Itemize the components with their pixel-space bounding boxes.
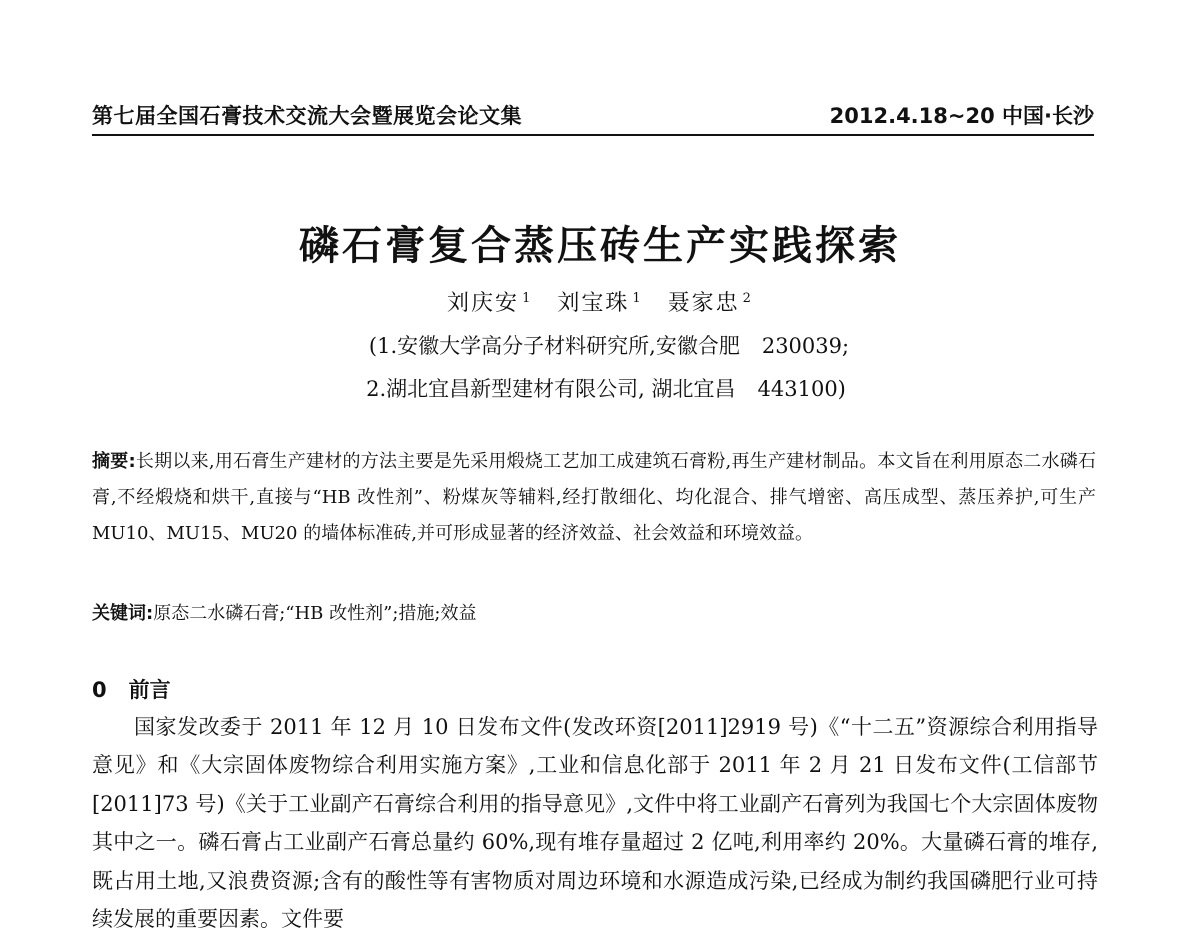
proceedings-title: 第七届全国石膏技术交流大会暨展览会论文集 bbox=[92, 104, 522, 128]
section-heading bbox=[92, 674, 171, 704]
author bbox=[668, 291, 753, 316]
keywords-label: 关键词: bbox=[92, 603, 154, 624]
author bbox=[447, 291, 532, 316]
abstract bbox=[92, 444, 1096, 552]
affiliation-text: (1.安徽大学高分子材料研究所,安徽合肥 bbox=[368, 334, 740, 358]
author-affiliation-mark: 1 bbox=[632, 291, 643, 306]
section-title: 前言 bbox=[128, 678, 171, 702]
keywords bbox=[92, 599, 476, 625]
date-location: 2012.4.18~20 中国·长沙 bbox=[829, 104, 1094, 128]
author bbox=[557, 291, 642, 316]
header-rule bbox=[92, 134, 1094, 136]
body-paragraph: 国家发改委于 2011 年 12 月 10 日发布文件(发改环资[2011]2919 号)《“十二五”资源综合利用指导意见》和《大宗固体废物综合利用实施方案》,工业和信息化部于 2011 年 2 月 21 日发布文件(工信部节[2011]73 号)《关于工业副产石膏综合利用的指导意见》,文件中将工业副产石膏列为我国七个大宗固体废物其中之一。磷石膏占工业副产石膏总量约 60%,现有堆存量超过 2 亿吨,利用率约 20%。大量磷石膏的堆存,既占用土地,又浪费资源;含有的酸性等有害物质对周边环境和水源造成污染,已经成为制约我国磷肥行业可持续发展的重要因素。文件要 bbox=[92, 715, 1098, 932]
affiliation-text: 2.湖北宜昌新型建材有限公司, 湖北宜昌 bbox=[366, 377, 736, 401]
abstract-label: 摘要: bbox=[92, 451, 136, 472]
postal-code: 230039; bbox=[761, 334, 850, 358]
author-name: 聂家忠 bbox=[667, 291, 740, 316]
paper-title: 磷石膏复合蒸压砖生产实践探索 bbox=[299, 223, 901, 269]
author-list bbox=[0, 286, 1200, 317]
author-affiliation-mark: 1 bbox=[522, 291, 533, 306]
abstract-text: 长期以来,用石膏生产建材的方法主要是先采用煅烧工艺加工成建筑石膏粉,再生产建材制品。本文旨在利用原态二水磷石膏,不经煅烧和烘干,直接与“HB 改性剂”、粉煤灰等辅料,经打散细化、均化混合、排气增密、高压成型、蒸压养护,可生产 MU10、MU15、MU20 的墙体标准砖,并可形成显著的经济效益、社会效益和环境效益。 bbox=[92, 451, 1096, 544]
author-name: 刘庆安 bbox=[447, 291, 520, 316]
running-header bbox=[92, 100, 1094, 136]
affiliation-2 bbox=[0, 373, 1200, 403]
author-name: 刘宝珠 bbox=[557, 291, 630, 316]
postal-code: 443100) bbox=[757, 377, 846, 401]
author-affiliation-mark: 2 bbox=[742, 291, 753, 306]
section-number: 0 bbox=[92, 678, 107, 702]
affiliation-1 bbox=[0, 330, 1200, 360]
keywords-text: 原态二水磷石膏;“HB 改性剂”;措施;效益 bbox=[153, 603, 477, 624]
